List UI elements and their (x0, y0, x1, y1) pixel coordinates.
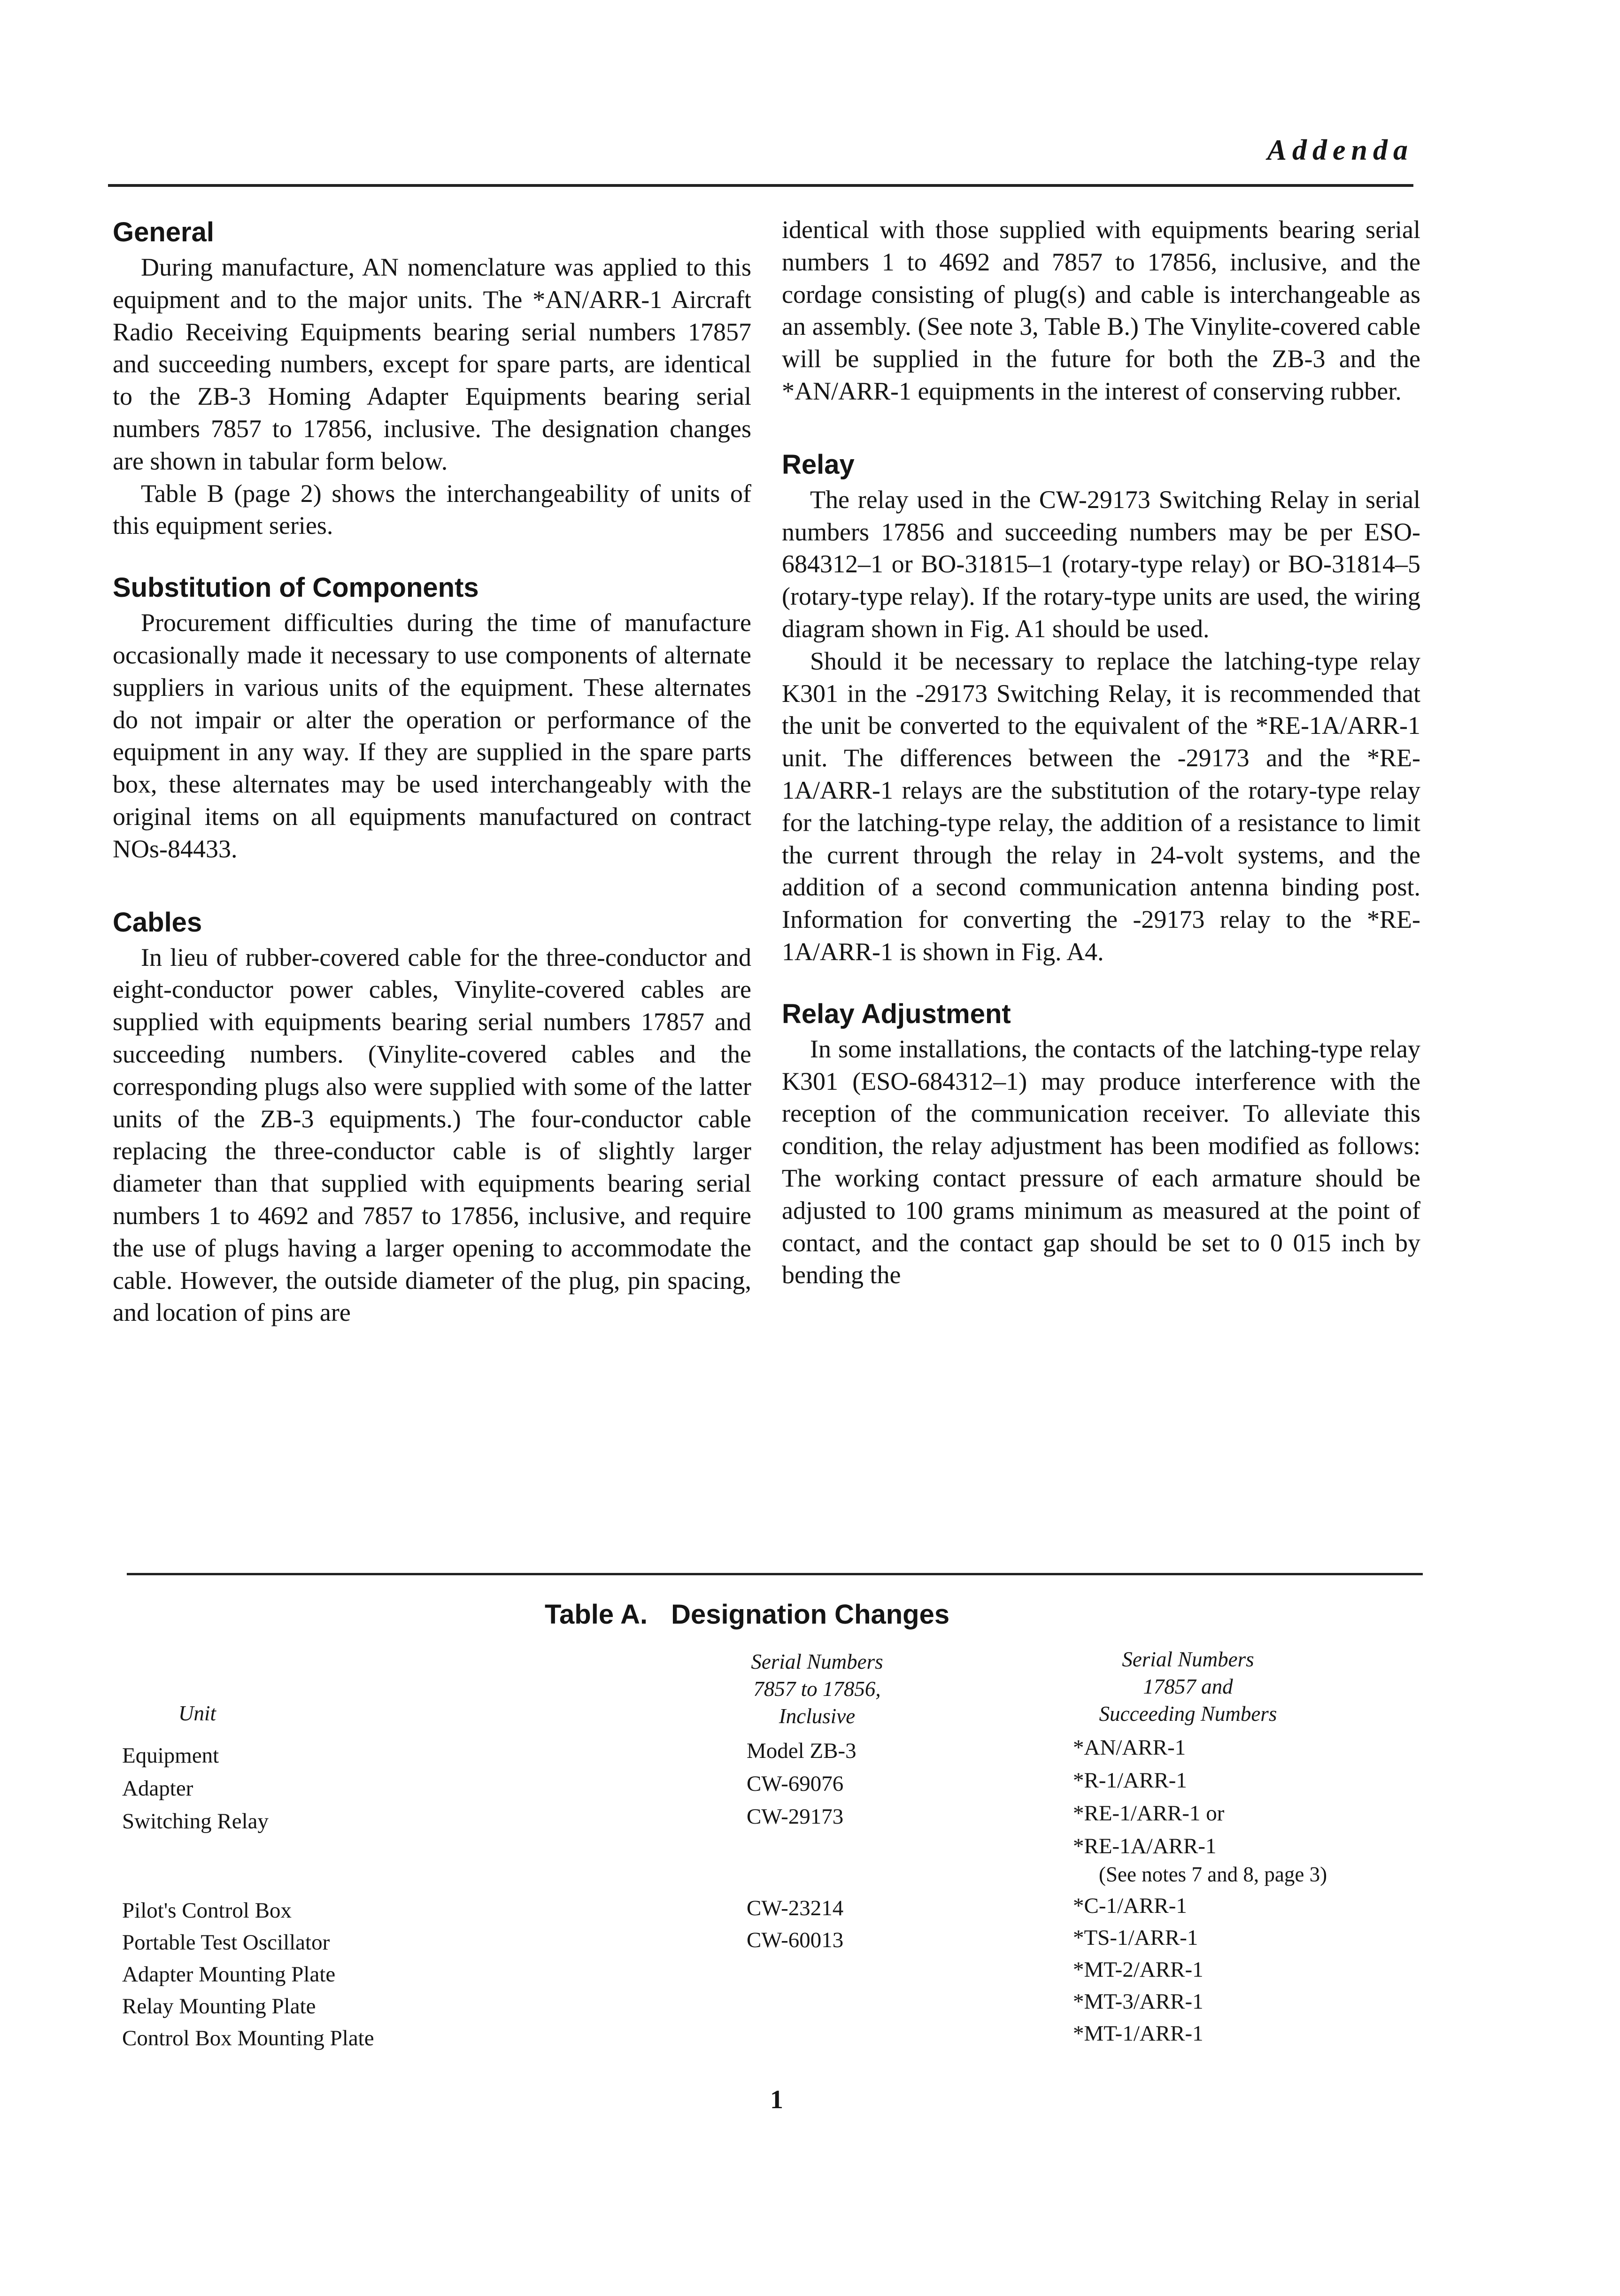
table-cell-serial-b: *MT-1/ARR-1 (1073, 2021, 1203, 2046)
column-header-serial-b (1057, 1646, 1319, 1727)
page-number: 1 (770, 2085, 783, 2114)
table-cell-serial-b: *RE-1/ARR-1 or (1073, 1801, 1225, 1826)
table-cell-unit: Portable Test Oscillator (122, 1930, 330, 1955)
table-cell-serial-a: CW-23214 (747, 1896, 844, 1920)
paragraph: Table B (page 2) shows the interchangeability of units of this equipment series. (113, 479, 751, 540)
section-heading-general: General (113, 217, 214, 247)
table-rule (127, 1573, 1423, 1575)
header-line: Serial Numbers (1122, 1648, 1254, 1671)
table-cell-unit: Adapter (122, 1776, 193, 1801)
table-cell-serial-b: *TS-1/ARR-1 (1073, 1926, 1198, 1950)
header-line: 7857 to 17856, (753, 1677, 881, 1701)
table-cell-serial-b: *RE-1A/ARR-1 (1073, 1834, 1217, 1858)
section-heading-relay: Relay (782, 449, 855, 480)
table-cell-serial-b: *MT-2/ARR-1 (1073, 1957, 1203, 1982)
header-line: Inclusive (779, 1704, 856, 1728)
header-line: Succeeding Numbers (1099, 1702, 1277, 1726)
right-column (782, 214, 1420, 1291)
column-header-unit: Unit (178, 1702, 216, 1725)
table-cell-serial-b: *MT-3/ARR-1 (1073, 1989, 1203, 2014)
table-cell-unit: Switching Relay (122, 1809, 269, 1834)
section-heading-cables: Cables (113, 907, 202, 938)
section-heading-substitution: Substitution of Components (113, 572, 479, 603)
table-cell-unit: Equipment (122, 1743, 219, 1768)
table-cell-serial-b: *AN/ARR-1 (1073, 1735, 1186, 1760)
paragraph: In some installations, the contacts of the latching-type relay K301 (ESO-684312–1) may produce interference with the reception of the communication receiver. To alleviate this condition, the relay adjustment has been modified as follows: The working contact pressure of each armature should be adjusted to 100 grams minimum as measured at the point of contact, and the contact gap should be set to 0 015 inch by bending the (782, 1034, 1420, 1289)
paragraph: During manufacture, AN nomenclature was applied to this equipment and to the major units. The *AN/ARR-1 Aircraft Radio Receiving Equipments bearing serial numbers 17857 and succeeding numbers, except for spare parts, are identical to the ZB-3 Homing Adapter Equipments bearing serial numbers 7857 to 17856, inclusive. The designation changes are shown in tabular form below. (113, 253, 751, 475)
table-note: (See notes 7 and 8, page 3) (1099, 1863, 1327, 1886)
table-cell-serial-a: CW-69076 (747, 1772, 844, 1796)
table-cell-unit: Relay Mounting Plate (122, 1994, 316, 2019)
header-rule (108, 184, 1413, 187)
table-cell-serial-a: Model ZB-3 (747, 1739, 856, 1763)
table-cell-serial-b: *C-1/ARR-1 (1073, 1894, 1187, 1918)
paragraph: Should it be necessary to replace the latching-type relay K301 in the -29173 Switching Relay, it is recommended that the unit be converted to the equivalent of the *RE-1A/ARR-1 unit. The differences between the -29173 and the *RE-1A/ARR-1 relays are the substitution of the rotary-type relay for the latching-type relay, the addition of a resistance to limit the current through the relay in 24-volt systems, and the addition of a second communication antenna binding post. Information for converting the -29173 relay to the *RE-1A/ARR-1 is shown in Fig. A4. (782, 647, 1420, 966)
table-label: Table A. (545, 1599, 648, 1630)
table-cell-serial-a: CW-29173 (747, 1804, 844, 1829)
header-line: Serial Numbers (751, 1650, 883, 1673)
section-heading-relay-adjustment: Relay Adjustment (782, 998, 1011, 1029)
table-title (545, 1599, 949, 1630)
table-cell-serial-b: *R-1/ARR-1 (1073, 1768, 1187, 1793)
paragraph: Procurement difficulties during the time of manufacture occasionally made it necessary to use components of alternate suppliers in various units of the equipment. These alternates do not impair or alter the operation or performance of the equipment in any way. If they are supplied in the spare parts box, these alternates may be used interchangeably with the original items on all equipments manufactured on contract NOs-84433. (113, 609, 751, 863)
table-cell-unit: Pilot's Control Box (122, 1898, 292, 1923)
table-caption: Designation Changes (671, 1599, 950, 1630)
paragraph: In lieu of rubber-covered cable for the three-conductor and eight-conductor power cables, Vinylite-covered cables are supplied with equipments bearing serial numbers 17857 and succeeding numbers. (Vinylite-covered cables and the corresponding plugs also were supplied with some of the latter units of the ZB-3 equipments.) The four-conductor cable replacing the three-conductor cable is of slightly larger diameter than that supplied with equipments bearing serial numbers 1 to 4692 and 7857 to 17856, inclusive, and require the use of plugs having a larger opening to accommodate the cable. However, the outside diameter of the plug, pin spacing, and location of pins are (113, 943, 751, 1327)
table-cell-unit: Adapter Mounting Plate (122, 1962, 336, 1987)
column-header-serial-a (733, 1648, 902, 1730)
paragraph: The relay used in the CW-29173 Switching Relay in serial numbers 17856 and succeeding numbers may be per ESO-684312–1 or BO-31815–1 (rotary-type relay) or BO-31814–5 (rotary-type relay). If the rotary-type units are used, the wiring diagram shown in Fig. A1 should be used. (782, 485, 1420, 643)
table-cell-serial-a: CW-60013 (747, 1928, 844, 1952)
running-head: Addenda (1267, 134, 1413, 166)
header-line: 17857 and (1143, 1675, 1233, 1698)
paragraph-continued: identical with those supplied with equipments bearing serial numbers 1 to 4692 and 7857 to 17856, inclusive, and the cordage consisting of plug(s) and cable is interchangeable as an assembly. (See note 3, Table B.) The Vinylite-covered cable will be supplied in the future for both the ZB-3 and the *AN/ARR-1 equipments in the interest of conserving rubber. (782, 216, 1420, 405)
table-cell-unit: Control Box Mounting Plate (122, 2026, 374, 2050)
left-column (113, 214, 751, 1329)
